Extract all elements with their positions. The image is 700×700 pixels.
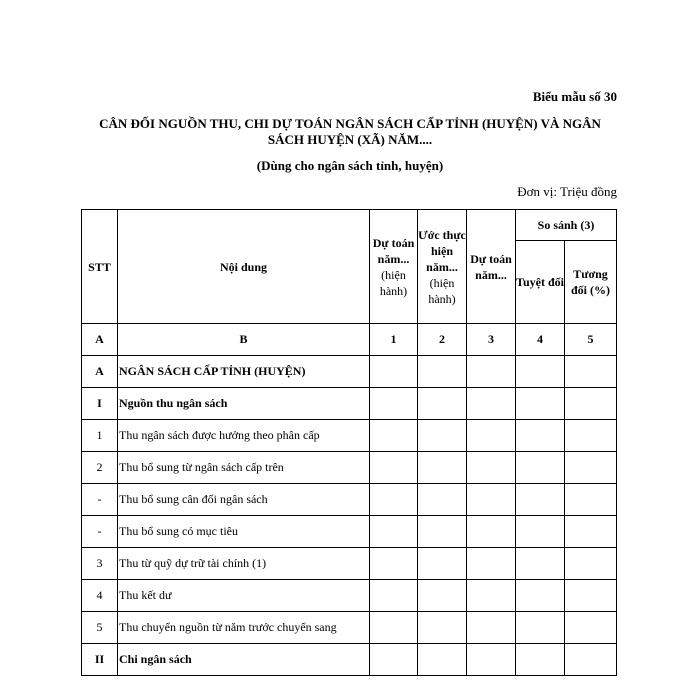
row-stt: A [82, 356, 118, 388]
cell-col3 [467, 612, 516, 644]
header-col4: Tuyệt đối [516, 241, 565, 324]
cell-col2 [418, 548, 467, 580]
table-row [82, 388, 617, 420]
cell-col5 [565, 580, 617, 612]
cell-col1 [370, 612, 418, 644]
cell-col4 [516, 548, 565, 580]
header-col5: Tương đối (%) [565, 241, 617, 324]
index-cell: A [82, 324, 118, 356]
cell-col1 [370, 420, 418, 452]
cell-col5 [565, 548, 617, 580]
cell-col4 [516, 420, 565, 452]
cell-col2 [418, 580, 467, 612]
table-row [82, 420, 617, 452]
cell-col1 [370, 452, 418, 484]
index-cell: 5 [565, 324, 617, 356]
row-stt: 1 [82, 420, 118, 452]
cell-col5 [565, 644, 617, 676]
row-stt: - [82, 516, 118, 548]
cell-col1 [370, 644, 418, 676]
table-row [82, 452, 617, 484]
table-row [82, 644, 617, 676]
cell-col5 [565, 516, 617, 548]
header-col2-note: (hiện hành) [428, 275, 456, 306]
table-row [82, 484, 617, 516]
cell-col4 [516, 356, 565, 388]
cell-col3 [467, 516, 516, 548]
table-row [82, 356, 617, 388]
row-label: Thu từ quỹ dự trữ tài chính (1) [118, 548, 370, 580]
header-col1-note: (hiện hành) [379, 267, 408, 298]
cell-col1 [370, 388, 418, 420]
row-stt: 4 [82, 580, 118, 612]
cell-col5 [565, 420, 617, 452]
cell-col2 [418, 484, 467, 516]
unit-label: Đơn vị: Triệu đồng [517, 184, 617, 199]
cell-col5 [565, 484, 617, 516]
cell-col2 [418, 516, 467, 548]
cell-col2 [418, 420, 467, 452]
cell-col2 [418, 356, 467, 388]
index-row [82, 324, 617, 356]
document-title: CÂN ĐỐI NGUỒN THU, CHI DỰ TOÁN NGÂN SÁCH CẤP TỈNH (HUYỆN) VÀ NGÂN SÁCH HUYỆN (XÃ) NĂM.... [99, 116, 601, 147]
cell-col2 [418, 452, 467, 484]
cell-col3 [467, 580, 516, 612]
index-cell: B [118, 324, 370, 356]
cell-col1 [370, 484, 418, 516]
cell-col4 [516, 484, 565, 516]
row-label: Thu chuyển nguồn từ năm trước chuyển sang [118, 612, 370, 644]
index-cell: 3 [467, 324, 516, 356]
row-label: Thu kết dư [118, 580, 370, 612]
cell-col2 [418, 388, 467, 420]
cell-col3 [467, 484, 516, 516]
row-label: Chi ngân sách [118, 644, 370, 676]
cell-col4 [516, 644, 565, 676]
table-row [82, 612, 617, 644]
row-stt: - [82, 484, 118, 516]
row-stt: 5 [82, 612, 118, 644]
row-stt: I [82, 388, 118, 420]
row-label: Thu ngân sách được hưởng theo phân cấp [118, 420, 370, 452]
header-col2-title: Ước thực hiện năm... [418, 227, 466, 274]
table-row [82, 548, 617, 580]
index-cell: 2 [418, 324, 467, 356]
cell-col1 [370, 548, 418, 580]
header-compare: So sánh (3) [516, 210, 617, 241]
cell-col5 [565, 388, 617, 420]
cell-col3 [467, 452, 516, 484]
cell-col1 [370, 356, 418, 388]
cell-col3 [467, 388, 516, 420]
row-stt: II [82, 644, 118, 676]
row-label: Thu bổ sung cân đối ngân sách [118, 484, 370, 516]
cell-col5 [565, 356, 617, 388]
cell-col4 [516, 612, 565, 644]
cell-col2 [418, 644, 467, 676]
header-col3: Dự toán năm... [467, 210, 516, 324]
cell-col2 [418, 612, 467, 644]
index-cell: 1 [370, 324, 418, 356]
row-label: NGÂN SÁCH CẤP TỈNH (HUYỆN) [118, 356, 370, 388]
header-content: Nội dung [118, 210, 370, 324]
cell-col3 [467, 420, 516, 452]
header-col2 [418, 210, 467, 324]
cell-col3 [467, 356, 516, 388]
row-label: Thu bổ sung từ ngân sách cấp trên [118, 452, 370, 484]
cell-col4 [516, 388, 565, 420]
cell-col5 [565, 452, 617, 484]
cell-col3 [467, 548, 516, 580]
header-col1 [370, 210, 418, 324]
row-label: Nguồn thu ngân sách [118, 388, 370, 420]
index-cell: 4 [516, 324, 565, 356]
budget-table [81, 209, 617, 676]
form-number: Biểu mẫu số 30 [532, 89, 617, 104]
table-row [82, 516, 617, 548]
cell-col1 [370, 516, 418, 548]
cell-col3 [467, 644, 516, 676]
document-subtitle: (Dùng cho ngân sách tỉnh, huyện) [256, 158, 444, 173]
cell-col4 [516, 452, 565, 484]
cell-col5 [565, 612, 617, 644]
table-row [82, 580, 617, 612]
cell-col1 [370, 580, 418, 612]
header-col1-title: Dự toán năm... [372, 235, 415, 266]
row-label: Thu bổ sung có mục tiêu [118, 516, 370, 548]
row-stt: 2 [82, 452, 118, 484]
cell-col4 [516, 580, 565, 612]
header-stt: STT [82, 210, 118, 324]
cell-col4 [516, 516, 565, 548]
row-stt: 3 [82, 548, 118, 580]
